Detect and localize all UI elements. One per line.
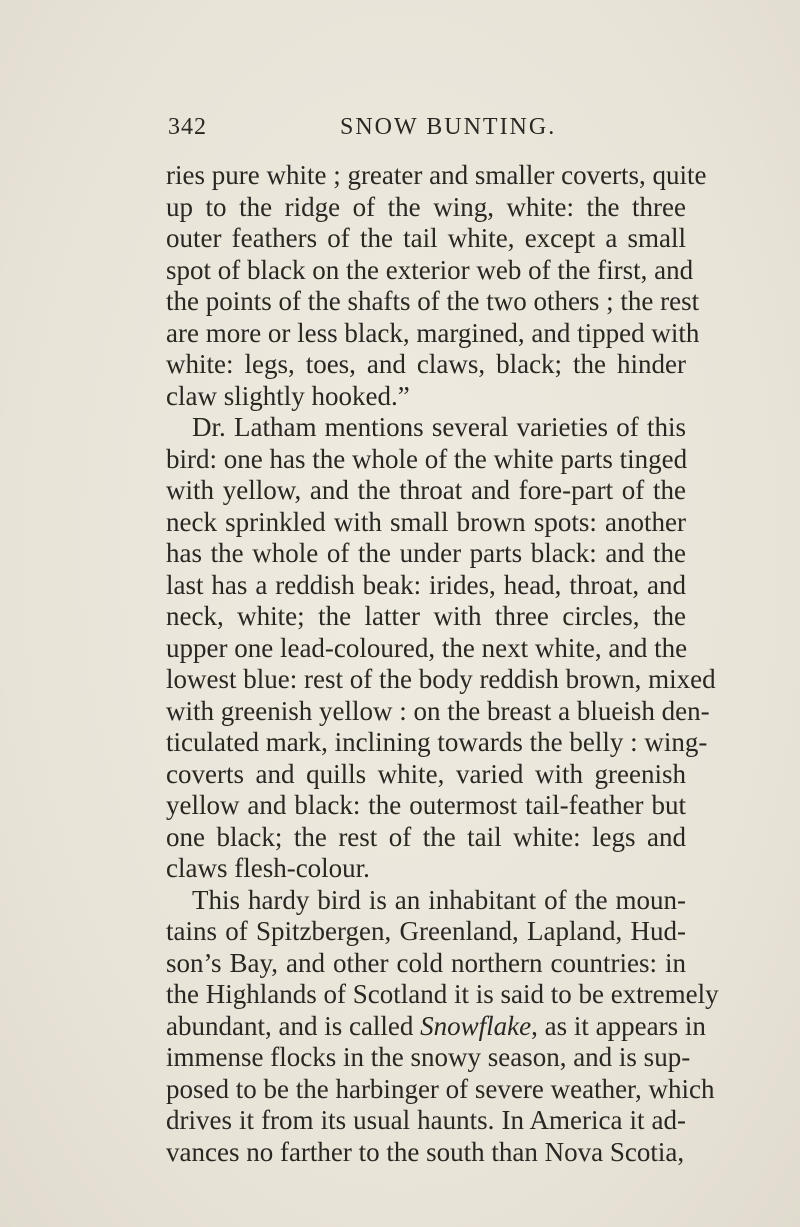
text-line: one black; the rest of the tail white: legs and <box>166 821 686 852</box>
text-line: drives it from its usual haunts. In America it ad- <box>166 1105 686 1135</box>
text-line: the points of the shafts of the two others ; the rest <box>166 286 700 316</box>
text-line: tains of Spitzbergen, Greenland, Lapland, Hud- <box>166 916 686 946</box>
text-line: are more or less black, margined, and tipped with <box>166 317 700 348</box>
text-line: up to the ridge of the wing, white: the three <box>166 191 686 222</box>
text-line: neck sprinkled with small brown spots: another <box>166 506 686 537</box>
text-line: has the whole of the under parts black: and the <box>166 538 686 568</box>
text-line: the Highlands of Scotland it is said to be extremely <box>166 979 719 1009</box>
body-text <box>166 160 719 1168</box>
text-line: with yellow, and the throat and fore-part of the <box>166 475 686 505</box>
text-line: spot of black on the exterior web of the first, and <box>166 254 694 285</box>
italic-term: Snowflake <box>420 1010 532 1041</box>
text-line: coverts and quills white, varied with greenish <box>166 758 686 789</box>
text-line: bird: one has the whole of the white parts tinged <box>166 443 688 474</box>
text-fragment: abundant, and is called <box>166 1010 421 1041</box>
text-line-with-italic <box>166 1010 706 1043</box>
text-line: claws flesh-colour. <box>166 853 370 883</box>
text-line: vances no farther to the south than Nova Scotia, <box>166 1136 685 1167</box>
text-line: immense flocks in the snowy season, and is sup- <box>166 1042 691 1072</box>
text-line: Dr. Latham mentions several varieties of this <box>192 412 686 442</box>
text-line: posed to be the harbinger of severe weather, which <box>166 1073 715 1104</box>
text-line: with greenish yellow : on the breast a blueish den- <box>166 695 710 726</box>
text-line: ries pure white ; greater and smaller coverts, quite <box>166 160 707 190</box>
page-number: 342 <box>168 114 207 140</box>
text-line: upper one lead-coloured, the next white, and the <box>166 632 688 663</box>
text-line: outer feathers of the tail white, except a small <box>166 223 686 253</box>
text-line: claw slightly hooked.” <box>166 380 410 411</box>
text-line: white: legs, toes, and claws, black; the hinder <box>166 349 686 379</box>
running-title: SNOW BUNTING. <box>340 114 557 140</box>
text-line: last has a reddish beak: irides, head, throat, and <box>166 569 686 600</box>
text-fragment: , as it appears in <box>531 1010 706 1041</box>
page-header <box>168 114 693 144</box>
text-line: son’s Bay, and other cold northern countries: in <box>166 947 686 978</box>
text-line: neck, white; the latter with three circles, the <box>166 601 686 631</box>
text-line: yellow and black: the outermost tail-feather but <box>166 790 686 820</box>
text-line: This hardy bird is an inhabitant of the moun- <box>192 884 686 915</box>
text-line: lowest blue: rest of the body reddish brown, mixed <box>166 664 716 694</box>
text-line: ticulated mark, inclining towards the belly : wing- <box>166 727 708 757</box>
